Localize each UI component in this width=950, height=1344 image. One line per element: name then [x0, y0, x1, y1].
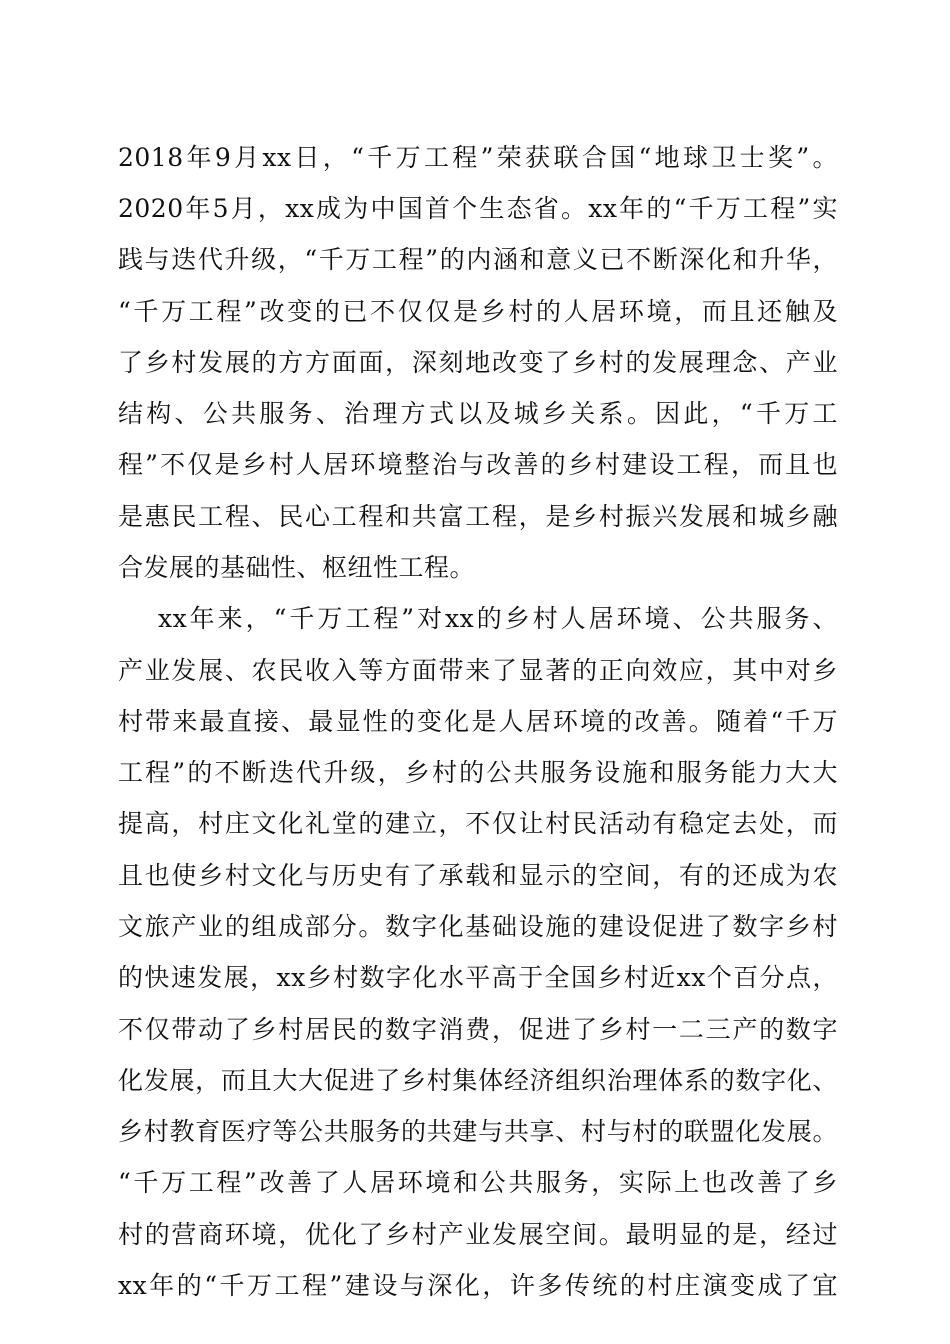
paragraph-2-line-8: 的快速发展，xx乡村数字化水平高于全国乡村近xx个百分点，	[118, 963, 838, 992]
paragraph-2-line-2: 产业发展、农民收入等方面带来了显著的正向效应，其中对乡	[118, 656, 838, 685]
paragraph-1-line-1: 2018年9月xx日，“千万工程”荣获联合国“地球卫士奖”。	[118, 143, 838, 172]
paragraph-1-line-8: 是惠民工程、民心工程和共富工程，是乡村振兴发展和城乡融	[118, 502, 838, 531]
paragraph-2-line-11: 乡村教育医疗等公共服务的共建与共享、村与村的联盟化发展。	[118, 1117, 838, 1146]
paragraph-1-line-5: 了乡村发展的方方面面，深刻地改变了乡村的发展理念、产业	[118, 348, 838, 377]
paragraph-2-line-12: “千万工程”改善了人居环境和公共服务，实际上也改善了乡	[118, 1168, 838, 1197]
paragraph-2-line-9: 不仅带动了乡村居民的数字消费，促进了乡村一二三产的数字	[118, 1015, 838, 1044]
paragraph-2-line-5: 提高，村庄文化礼堂的建立，不仅让村民活动有稳定去处，而	[118, 809, 838, 838]
paragraph-2-line-14: xx年的“千万工程”建设与深化，许多传统的村庄演变成了宜	[118, 1271, 838, 1300]
paragraph-1-line-3: 践与迭代升级，“千万工程”的内涵和意义已不断深化和升华，	[118, 245, 838, 274]
paragraph-1-line-2: 2020年5月，xx成为中国首个生态省。xx年的“千万工程”实	[118, 194, 838, 223]
paragraph-2-line-6: 且也使乡村文化与历史有了承载和显示的空间，有的还成为农	[118, 861, 838, 890]
paragraph-2-line-1: xx年来，“千万工程”对xx的乡村人居环境、公共服务、	[158, 604, 838, 633]
paragraph-1-line-6: 结构、公共服务、治理方式以及城乡关系。因此，“千万工	[118, 399, 838, 428]
paragraph-1-line-7: 程”不仅是乡村人居环境整治与改善的乡村建设工程，而且也	[118, 450, 838, 479]
paragraph-2-line-4: 工程”的不断迭代升级，乡村的公共服务设施和服务能力大大	[118, 758, 838, 787]
paragraph-2-line-3: 村带来最直接、最显性的变化是人居环境的改善。随着“千万	[118, 707, 838, 736]
paragraph-2-line-10: 化发展，而且大大促进了乡村集体经济组织治理体系的数字化、	[118, 1066, 838, 1095]
paragraph-1-line-9: 合发展的基础性、枢纽性工程。	[118, 553, 476, 582]
paragraph-1-line-4: “千万工程”改变的已不仅仅是乡村的人居环境，而且还触及	[118, 297, 838, 326]
paragraph-2-line-13: 村的营商环境，优化了乡村产业发展空间。最明显的是，经过	[118, 1220, 838, 1249]
paragraph-2-line-7: 文旅产业的组成部分。数字化基础设施的建设促进了数字乡村	[118, 912, 838, 941]
